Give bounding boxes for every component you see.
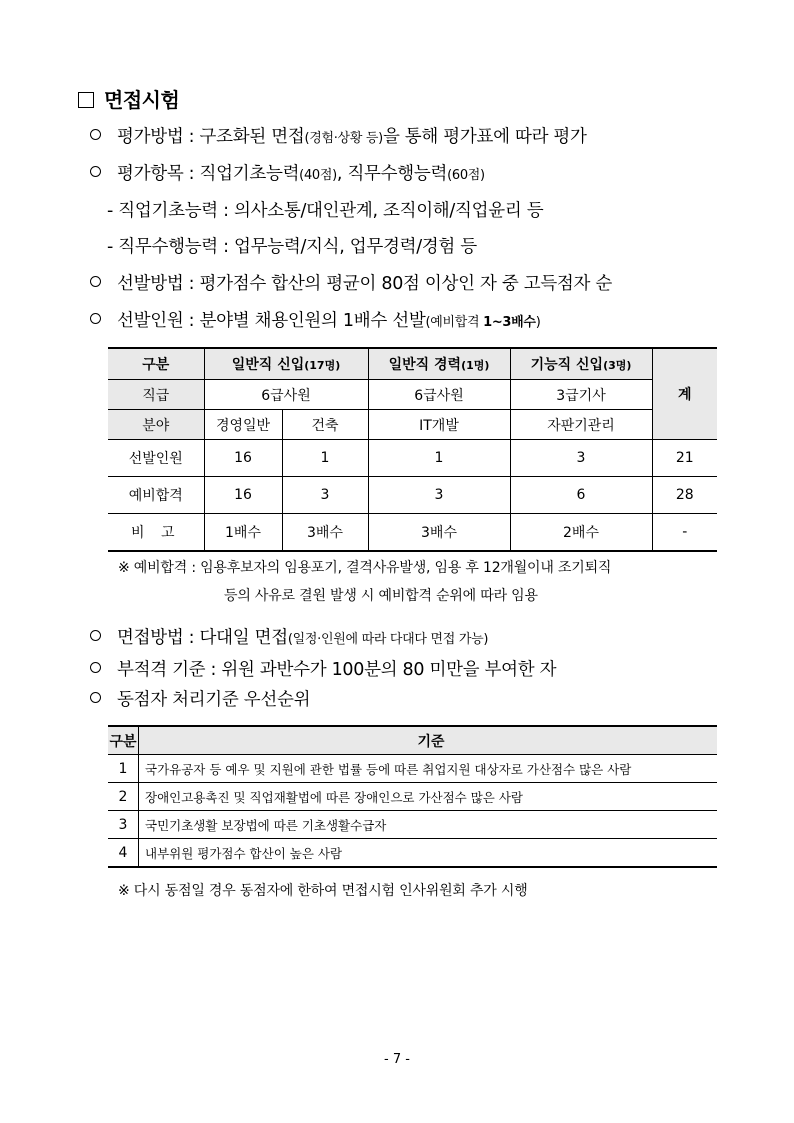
checkbox-square-icon [78,92,94,108]
priority-number: 1 [108,755,139,783]
header-gubun: 구분 [108,348,204,380]
selection-table [108,347,717,552]
field-cell: 자판기관리 [510,410,652,440]
grade-cell: 3급기사 [510,380,652,410]
priority-number: 4 [108,839,139,868]
table-cell: 3 [510,440,652,477]
row-label-grade: 직급 [108,380,204,410]
table-cell-total: - [652,514,717,552]
row-label-reserve: 예비합격 [108,477,204,514]
circle-bullet-icon [90,276,101,287]
interview-method-line: 면접방법 : 다대일 면접(일정·인원에 따라 다대다 면접 가능) [90,624,488,649]
header-technical-new: 기능직 신입(3명) [510,348,652,380]
circle-bullet-icon [90,313,101,324]
table-cell: 3 [282,477,368,514]
circle-bullet-icon [90,129,101,140]
selection-method-line: 선발방법 : 평가점수 합산의 평균이 80점 이상인 자 중 고득점자 순 [90,270,612,295]
priority-number: 2 [108,783,139,811]
page-number: - 7 - [384,1052,410,1067]
circle-bullet-icon [90,662,101,673]
fail-criteria-line: 부적격 기준 : 위원 과반수가 100분의 80 미만을 부여한 자 [90,656,556,681]
circle-bullet-icon [90,692,101,703]
field-cell: IT개발 [368,410,510,440]
table-cell: 16 [204,440,282,477]
eval-items-line: 평가항목 : 직업기초능력(40점), 직무수행능력(60점) [90,160,485,185]
header-general-new: 일반직 신입(17명) [204,348,368,380]
table-cell: 3배수 [368,514,510,552]
tie-note: ※ 다시 동점일 경우 동점자에 한하여 면접시험 인사위원회 추가 시행 [118,883,528,899]
table-cell: 16 [204,477,282,514]
grade-cell: 6급사원 [368,380,510,410]
row-label-selected: 선발인원 [108,440,204,477]
header-general-career: 일반직 경력(1명) [368,348,510,380]
grade-cell: 6급사원 [204,380,368,410]
field-cell: 건축 [282,410,368,440]
criteria-text: 국민기초생활 보장법에 따른 기초생활수급자 [139,811,718,839]
sub-item-basic: - 직업기초능력 : 의사소통/대인관계, 조직이해/직업윤리 등 [107,201,544,221]
reserve-note-line2: 등의 사유로 결원 발생 시 예비합격 순위에 따라 임용 [224,588,538,604]
row-label-remarks: 비 고 [108,514,204,552]
table-cell: 6 [510,477,652,514]
header-total: 계 [652,348,717,440]
table-cell: 2배수 [510,514,652,552]
priority-number: 3 [108,811,139,839]
header-criteria: 기준 [139,726,718,755]
table-cell: 1 [282,440,368,477]
table-cell: 3배수 [282,514,368,552]
table-cell-total: 21 [652,440,717,477]
section-heading: 면접시험 [78,84,179,113]
field-cell: 경영일반 [204,410,282,440]
criteria-text: 내부위원 평가점수 합산이 높은 사람 [139,839,718,868]
table-cell: 1 [368,440,510,477]
eval-method-line: 평가방법 : 구조화된 면접(경험·상황 등)을 통해 평가표에 따라 평가 [90,123,587,148]
criteria-text: 장애인고용촉진 및 직업재활법에 따른 장애인으로 가산점수 많은 사람 [139,783,718,811]
table-cell: 1배수 [204,514,282,552]
sub-item-job: - 직무수행능력 : 업무능력/지식, 업무경력/경험 등 [107,237,477,257]
table-cell-total: 28 [652,477,717,514]
table-cell: 3 [368,477,510,514]
reserve-note-line1: ※ 예비합격 : 임용후보자의 임용포기, 결격사유발생, 임용 후 12개월이내 조기퇴직 [118,560,612,576]
tie-criteria-line: 동점자 처리기준 우선순위 [90,686,310,711]
row-label-field: 분야 [108,410,204,440]
tie-break-table [108,725,717,868]
circle-bullet-icon [90,630,101,641]
circle-bullet-icon [90,166,101,177]
selection-count-line: 선발인원 : 분야별 채용인원의 1배수 선발(예비합격 1~3배수) [90,307,540,332]
criteria-text: 국가유공자 등 예우 및 지원에 관한 법률 등에 따른 취업지원 대상자로 가산점수 많은 사람 [139,755,718,783]
header-gubun: 구분 [108,726,139,755]
